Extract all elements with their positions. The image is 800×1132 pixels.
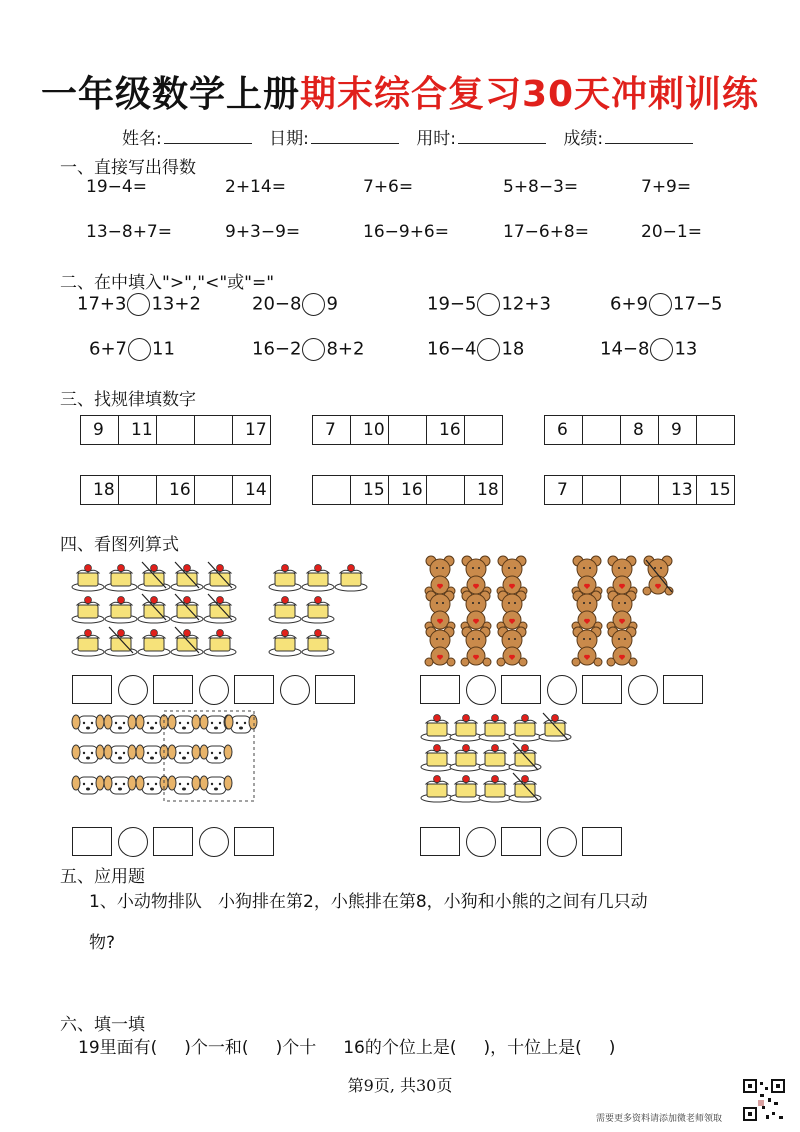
answer-box[interactable] [420,675,460,704]
s2-item: 6+9 17−5 [610,293,723,315]
cake-group-left [72,562,236,656]
operator-circle[interactable] [199,675,229,705]
answer-box[interactable] [582,827,622,856]
s2-item: 14−8 13 [600,338,698,360]
seq-cell[interactable]: 17 [233,416,271,445]
answer-box[interactable] [663,675,703,704]
bear-group-left [425,556,527,666]
section6-heading: 六、填一填 [60,1015,145,1035]
title-part1: 一年级数学上册 [40,74,300,115]
operator-circle[interactable] [547,675,577,705]
s2-item: 19−5 12+3 [427,293,551,315]
section5-heading: 五、应用题 [60,867,145,887]
s1-q4: 5+8−3= [503,177,579,197]
cake-group-right [269,565,367,657]
time-label: 用时: [416,129,457,149]
s1-q1: 19−4= [86,177,147,197]
seq-cell[interactable]: 11 [119,416,157,445]
operator-circle[interactable] [118,827,148,857]
s1-q5: 7+9= [641,177,692,197]
seq-cell[interactable]: 18 [465,476,503,505]
answer-box[interactable] [153,827,193,856]
seq-cell[interactable]: 8 [621,416,659,445]
seq-cell[interactable]: 9 [81,416,119,445]
cake-group-bottom [421,713,571,802]
page-number: 第9页, 共30页 [347,1076,453,1095]
seq-cell[interactable]: 15 [351,476,389,505]
section4-heading: 四、看图列算式 [60,535,179,555]
seq-cell[interactable]: 16 [427,416,465,445]
dog-group [72,711,257,801]
seq-cell[interactable]: 14 [233,476,271,505]
seq-cell[interactable]: 7 [313,416,351,445]
s2-item: 17+3 13+2 [77,293,201,315]
operator-circle[interactable] [547,827,577,857]
s2-item: 6+7 11 [89,338,175,360]
answer-box[interactable] [420,827,460,856]
answer-box[interactable] [582,675,622,704]
seq-cell[interactable]: 13 [659,476,697,505]
seq-cell[interactable]: 15 [697,476,735,505]
answer-box[interactable] [234,675,274,704]
seq-cell[interactable]: 6 [545,416,583,445]
footer-note: 需要更多资料请添加微老师领取 [596,1114,723,1124]
operator-circle[interactable] [118,675,148,705]
bear-group-right [572,556,673,666]
operator-circle[interactable] [628,675,658,705]
word-problem-line1: 1、小动物排队 小狗排在第2，小熊排在第8，小狗和小熊的之间有几只动 [89,892,648,912]
qr-code-icon [742,1078,786,1122]
seq-cell[interactable]: 18 [81,476,119,505]
answer-box[interactable] [72,675,112,704]
seq-cell[interactable]: 7 [545,476,583,505]
s1-q6: 13−8+7= [86,222,172,242]
answer-box[interactable] [234,827,274,856]
fill-blank-line: 19里面有( )个一和( )个十 16的个位上是( )，十位上是( ) [78,1038,616,1058]
operator-circle[interactable] [466,827,496,857]
answer-box[interactable] [72,827,112,856]
s1-q10: 20−1= [641,222,702,242]
s1-q7: 9+3−9= [225,222,301,242]
s1-q8: 16−9+6= [363,222,449,242]
s1-q3: 7+6= [363,177,414,197]
title-part2: 期末综合复习30天冲刺训练 [299,74,760,115]
seq-cell[interactable]: 10 [351,416,389,445]
section3-heading: 三、找规律填数字 [60,390,196,410]
s2-item: 16−4 18 [427,338,525,360]
score-label: 成绩: [563,129,604,149]
s1-q9: 17−6+8= [503,222,589,242]
operator-circle[interactable] [199,827,229,857]
answer-box[interactable] [153,675,193,704]
operator-circle[interactable] [466,675,496,705]
section2-heading: 二、在中填入">","<"或"=" [60,273,275,293]
name-label: 姓名: [122,129,162,149]
answer-box[interactable] [501,827,541,856]
s2-item: 16−2 8+2 [252,338,365,360]
operator-circle[interactable] [280,675,310,705]
seq-cell[interactable]: 16 [389,476,427,505]
seq-cell[interactable]: 9 [659,416,697,445]
s2-item: 20−8 9 [252,293,338,315]
word-problem-line2: 物? [89,933,116,953]
date-label: 日期: [269,129,309,149]
answer-box[interactable] [315,675,355,704]
s1-q2: 2+14= [225,177,286,197]
answer-box[interactable] [501,675,541,704]
seq-cell[interactable]: 16 [157,476,195,505]
section1-heading: 一、直接写出得数 [60,158,196,178]
